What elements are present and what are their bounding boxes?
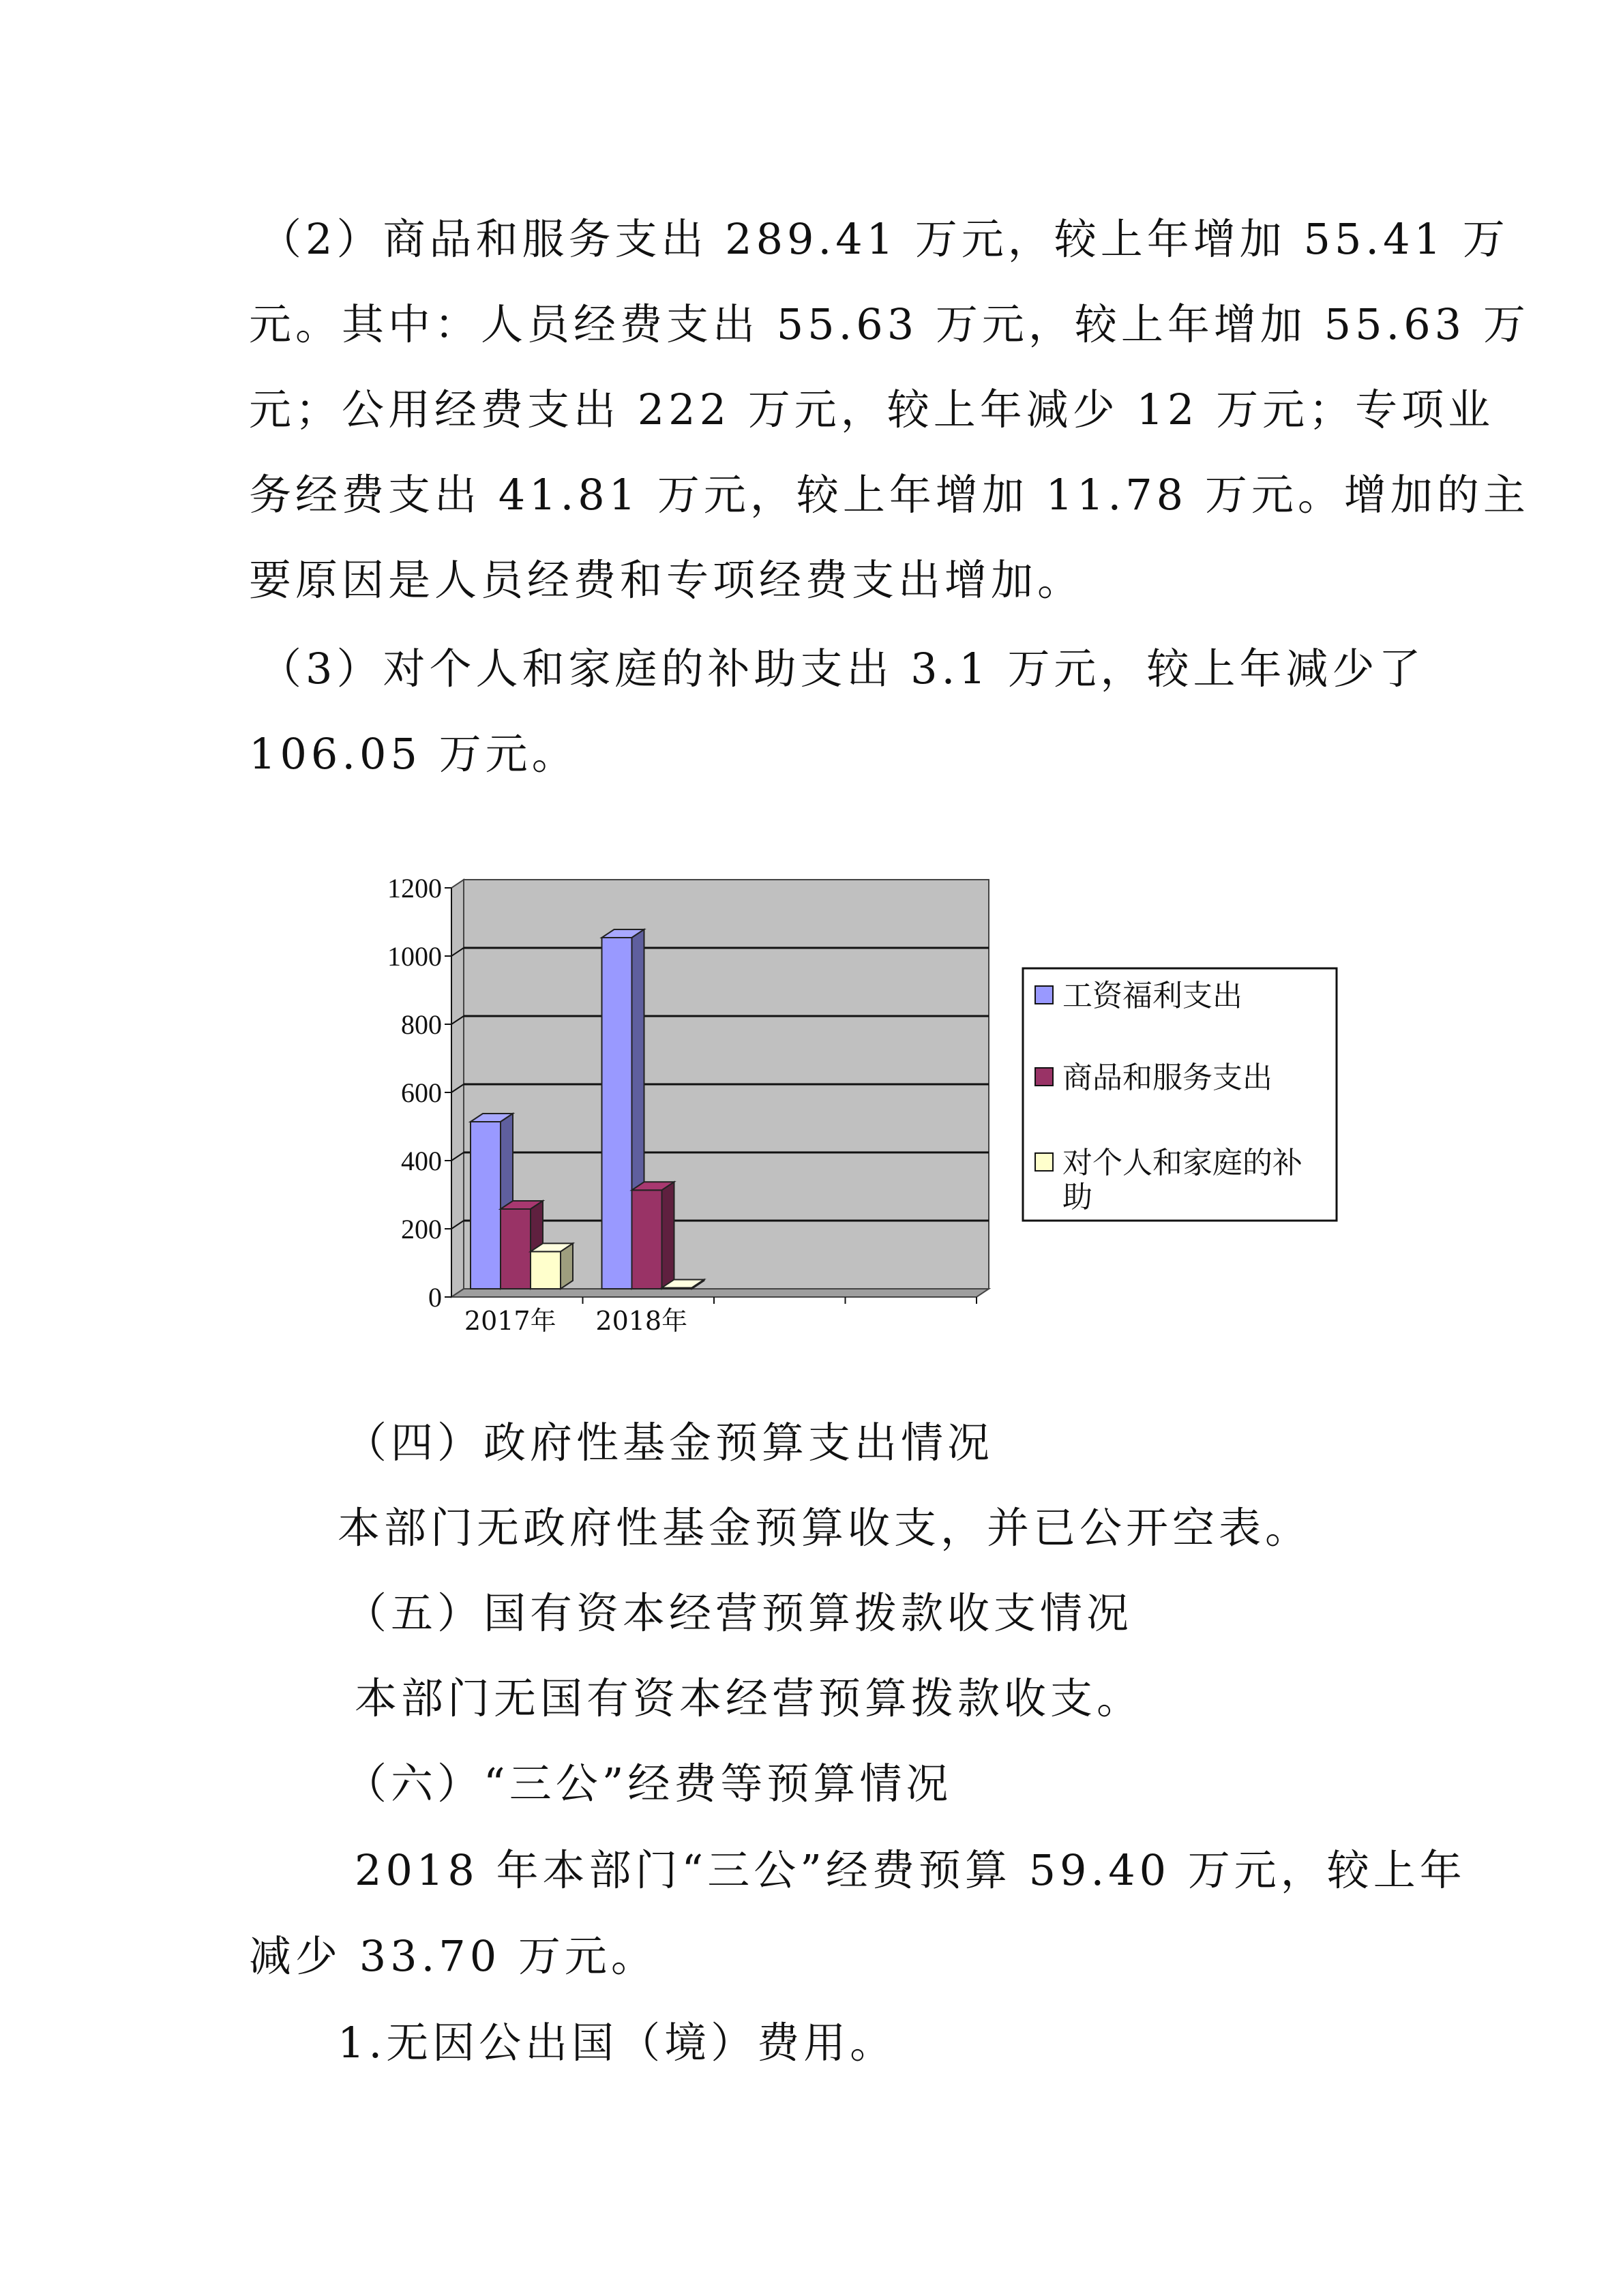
para-1-line-5: 要原因是人员经费和专项经费支出增加。 — [249, 555, 1084, 605]
x-category-label: 2018年 — [595, 1306, 688, 1336]
y-tick-label: 400 — [401, 1146, 442, 1176]
bar — [501, 1209, 531, 1289]
y-tick-label: 1000 — [387, 941, 442, 972]
bar — [471, 1122, 501, 1289]
y-tick-label: 800 — [401, 1009, 442, 1040]
floor — [451, 1289, 989, 1297]
para-2-line-2: 106.05 万元。 — [249, 729, 578, 779]
y-tick-label: 200 — [401, 1214, 442, 1244]
para-4: 本部门无国有资本经营预算拨款收支。 — [355, 1673, 1144, 1723]
legend-label: 对个人和家庭的补 — [1062, 1146, 1302, 1180]
legend-swatch — [1035, 1068, 1053, 1086]
y-tick-label: 1200 — [387, 873, 442, 904]
legend-label: 助 — [1062, 1180, 1092, 1214]
bar — [602, 938, 632, 1289]
y-tick-label: 0 — [428, 1282, 442, 1313]
bar-side — [561, 1243, 573, 1289]
para-3: 本部门无政府性基金预算收支，并已公开空表。 — [338, 1503, 1312, 1553]
legend-swatch — [1035, 1153, 1053, 1171]
para-6: 1.无因公出国（境）费用。 — [338, 2018, 897, 2068]
y-tick-label: 600 — [401, 1077, 442, 1108]
legend-label: 工资福利支出 — [1062, 979, 1242, 1013]
para-1-line-3: 元；公用经费支出 222 万元，较上年减少 12 万元；专项业 — [249, 385, 1495, 434]
para-1-line-4: 务经费支出 41.81 万元，较上年增加 11.78 万元。增加的主 — [249, 470, 1530, 520]
bar — [531, 1251, 561, 1289]
heading-section-4: （四）政府性基金预算支出情况 — [344, 1418, 994, 1467]
bar — [632, 1190, 662, 1289]
legend-swatch — [1035, 986, 1053, 1004]
para-2-line-1: （3）对个人和家庭的补助支出 3.1 万元，较上年减少了 — [259, 644, 1425, 694]
para-5-line-1: 2018 年本部门“三公”经费预算 59.40 万元，较上年 — [355, 1845, 1466, 1895]
para-1-line-2: 元。其中：人员经费支出 55.63 万元，较上年增加 55.63 万 — [249, 299, 1530, 349]
bar-side — [662, 1182, 674, 1289]
para-5-line-2: 减少 33.70 万元。 — [249, 1931, 657, 1981]
x-category-label: 2017年 — [464, 1306, 556, 1336]
heading-section-5: （五）国有资本经营预算拨款收支情况 — [344, 1588, 1133, 1638]
chart-legend — [1023, 968, 1337, 1221]
para-1-line-1: （2）商品和服务支出 289.41 万元，较上年增加 55.41 万 — [259, 214, 1509, 264]
legend-label: 商品和服务支出 — [1062, 1060, 1272, 1095]
expenditure-bar-chart — [355, 839, 1378, 1343]
heading-section-6: （六）“三公”经费等预算情况 — [344, 1759, 953, 1808]
